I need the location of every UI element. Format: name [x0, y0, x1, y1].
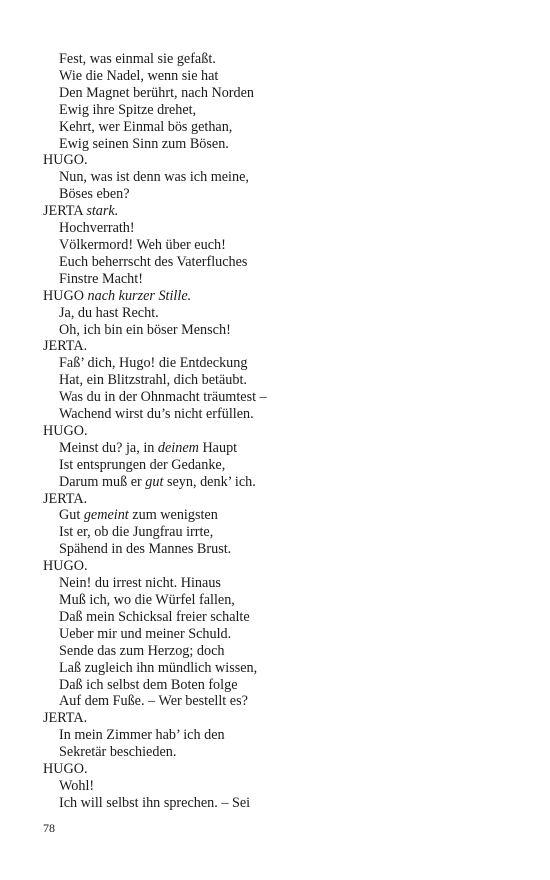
- verse-line: [43, 626, 503, 643]
- speaker-line: [43, 558, 503, 575]
- verse-line: [43, 457, 503, 474]
- verse-line: [43, 592, 503, 609]
- verse-line: [43, 727, 503, 744]
- line-text: Ja, du hast Recht.: [59, 304, 159, 321]
- verse-line: [43, 643, 503, 660]
- line-text: zum wenigsten: [128, 507, 218, 524]
- italic-text: gut: [145, 473, 164, 490]
- drama-text: [43, 51, 503, 812]
- line-text: Ewig ihre Spitze drehet,: [59, 101, 197, 118]
- speaker-line: [43, 203, 503, 220]
- verse-line: [43, 474, 503, 491]
- line-text: HUGO.: [43, 558, 88, 575]
- line-text: Ewig seinen Sinn zum Bösen.: [59, 135, 229, 152]
- line-text: Völkermord! Weh über euch!: [59, 236, 226, 253]
- line-text: Fest, was einmal sie gefaßt.: [59, 51, 216, 67]
- italic-text: deinem: [157, 439, 199, 456]
- line-text: Daß mein Schicksal freier schalte: [59, 608, 250, 625]
- verse-line: [43, 541, 503, 558]
- verse-line: [43, 524, 503, 541]
- verse-line: [43, 186, 503, 203]
- italic-text: nach kurzer Stille.: [87, 287, 192, 304]
- verse-line: [43, 406, 503, 423]
- line-text: Böses eben?: [59, 186, 130, 203]
- verse-line: [43, 440, 503, 457]
- verse-line: [43, 507, 503, 524]
- line-text: Euch beherrscht des Vaterfluches: [59, 253, 248, 270]
- line-text: Meinst du? ja, in: [59, 439, 158, 456]
- line-text: HUGO.: [43, 761, 88, 778]
- verse-line: [43, 693, 503, 710]
- speaker-line: [43, 710, 503, 727]
- verse-line: [43, 136, 503, 153]
- speaker-line: [43, 423, 503, 440]
- line-text: Gut: [59, 507, 84, 524]
- verse-line: [43, 237, 503, 254]
- line-text: seyn, denk’ ich.: [163, 473, 256, 490]
- line-text: Sende das zum Herzog; doch: [59, 642, 225, 659]
- line-text: JERTA.: [43, 710, 88, 727]
- verse-line: [43, 68, 503, 85]
- line-text: JERTA.: [43, 338, 88, 355]
- line-text: JERTA.: [43, 490, 88, 507]
- line-text: Auf dem Fuße. – Wer bestellt es?: [59, 693, 248, 710]
- speaker-line: [43, 152, 503, 169]
- line-text: HUGO: [43, 287, 88, 304]
- line-text: Kehrt, wer Einmal bös gethan,: [59, 118, 233, 135]
- line-text: Ich will selbst ihn sprechen. – Sei: [59, 794, 251, 811]
- verse-line: [43, 389, 503, 406]
- verse-line: [43, 660, 503, 677]
- speaker-line: [43, 338, 503, 355]
- line-text: Nein! du irrest nicht. Hinaus: [59, 575, 221, 592]
- line-text: Oh, ich bin ein böser Mensch!: [59, 321, 231, 338]
- verse-line: [43, 355, 503, 372]
- line-text: Nun, was ist denn was ich meine,: [59, 169, 249, 186]
- line-text: In mein Zimmer hab’ ich den: [59, 727, 225, 744]
- verse-line: [43, 305, 503, 322]
- line-text: Ist entsprungen der Gedanke,: [59, 456, 226, 473]
- verse-line: [43, 322, 503, 339]
- line-text: Wohl!: [59, 777, 95, 794]
- speaker-line: [43, 288, 503, 305]
- verse-line: [43, 744, 503, 761]
- verse-line: [43, 51, 503, 68]
- line-text: Haupt: [198, 439, 238, 456]
- verse-line: [43, 677, 503, 694]
- line-text: Faß’ dich, Hugo! die Entdeckung: [59, 355, 248, 372]
- verse-line: [43, 102, 503, 119]
- line-text: HUGO.: [43, 152, 88, 169]
- line-text: Spähend in des Mannes Brust.: [59, 541, 232, 558]
- verse-line: [43, 271, 503, 288]
- line-text: Wachend wirst du’s nicht erfüllen.: [59, 406, 254, 423]
- line-text: Was du in der Ohnmacht träumtest –: [59, 389, 267, 406]
- verse-line: [43, 254, 503, 271]
- line-text: Hochverrath!: [59, 220, 135, 237]
- line-text: Ueber mir und meiner Schuld.: [59, 625, 232, 642]
- line-text: HUGO.: [43, 422, 88, 439]
- speaker-line: [43, 761, 503, 778]
- line-text: Sekretär beschieden.: [59, 744, 177, 761]
- line-text: Laß zugleich ihn mündlich wissen,: [59, 659, 258, 676]
- verse-line: [43, 795, 503, 812]
- verse-line: [43, 609, 503, 626]
- italic-text: gemeint: [83, 507, 129, 524]
- line-text: Muß ich, wo die Würfel fallen,: [59, 592, 235, 608]
- verse-line: [43, 85, 503, 102]
- line-text: Wie die Nadel, wenn sie hat: [59, 67, 219, 84]
- italic-text: stark.: [86, 203, 119, 220]
- verse-line: [43, 119, 503, 136]
- line-text: Ist er, ob die Jungfrau irrte,: [59, 524, 214, 541]
- verse-line: [43, 169, 503, 186]
- verse-line: [43, 778, 503, 795]
- verse-line: [43, 575, 503, 592]
- verse-line: [43, 220, 503, 237]
- line-text: JERTA: [43, 203, 87, 220]
- line-text: Finstre Macht!: [59, 270, 143, 287]
- page-number: 78: [43, 821, 55, 835]
- line-text: Daß ich selbst dem Boten folge: [59, 676, 238, 693]
- verse-line: [43, 372, 503, 389]
- line-text: Den Magnet berührt, nach Norden: [59, 84, 255, 101]
- line-text: Darum muß er: [59, 473, 146, 490]
- line-text: Hat, ein Blitzstrahl, dich betäubt.: [59, 372, 247, 389]
- speaker-line: [43, 491, 503, 508]
